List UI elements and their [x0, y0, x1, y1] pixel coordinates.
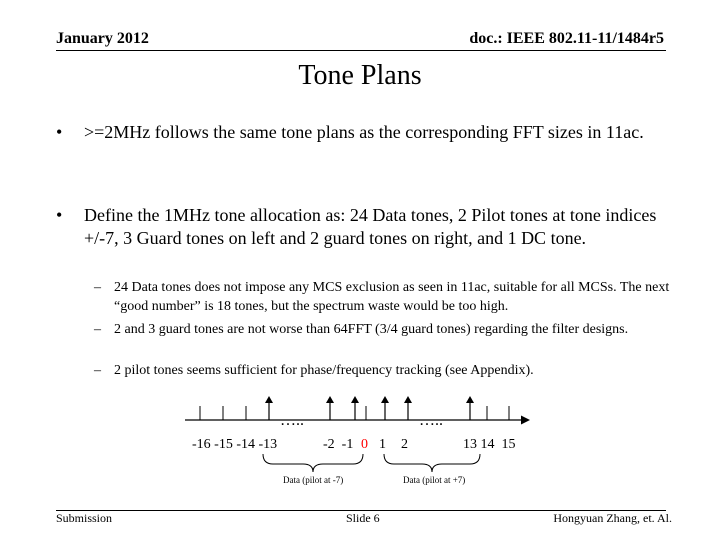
footer-slide-number: Slide 6 [346, 511, 380, 525]
footer-submission: Submission [56, 511, 113, 525]
bullet-mark: • [56, 122, 63, 142]
sub-bullet-text: 2 pilot tones seems sufficient for phase/frequency tracking (see Appendix). [114, 363, 534, 378]
bullet-item [56, 121, 666, 144]
sub-bullet-mark: – [94, 322, 101, 337]
sub-bullet-mark: – [94, 280, 101, 295]
arrowhead [404, 396, 412, 403]
bullet-item [56, 204, 666, 250]
tone-index-labels-left: -16 -15 -14 -13 [192, 437, 278, 452]
tone-index-label: 2 [401, 437, 408, 452]
header-date: January 2012 [56, 30, 149, 47]
sub-bullet-item [94, 320, 694, 339]
sub-bullet-text: 2 and 3 guard tones are not worse than 64FFT (3/4 guard tones) regarding the filter designs. [114, 322, 629, 337]
tone-index-label: 1 [379, 437, 386, 452]
header-doc-id: doc.: IEEE 802.11-11/1484r5 [469, 30, 664, 47]
sub-bullet-item [94, 278, 694, 316]
footer-author: Hongyuan Zhang, et. Al. [553, 511, 672, 525]
tone-index-labels-mid: -2 -1 [323, 437, 354, 452]
pilot-left-label: Data (pilot at -7) [283, 475, 344, 485]
arrowhead [351, 396, 359, 403]
sub-bullet-item [94, 361, 694, 380]
tone-index-labels-right: 13 14 15 [463, 437, 516, 452]
slide-title: Tone Plans [298, 60, 422, 91]
arrowhead [381, 396, 389, 403]
ellipsis-left: ….. [280, 412, 304, 429]
right-data-brace [384, 454, 480, 472]
bullet-mark: • [56, 205, 63, 225]
arrowhead [466, 396, 474, 403]
ellipsis-right: ….. [419, 412, 443, 429]
bullet-text: Define the 1MHz tone allocation as: 24 Data tones, 2 Pilot tones at tone indices +/-7, 3 Guard tones on left and 2 guard tones on right, and 1 DC tone. [84, 205, 657, 248]
arrowhead [326, 396, 334, 403]
left-data-brace [263, 454, 363, 472]
tone-plan-diagram [0, 380, 720, 490]
sub-bullet-mark: – [94, 363, 101, 378]
pilot-right-label: Data (pilot at +7) [403, 475, 466, 485]
sub-bullet-text: 24 Data tones does not impose any MCS exclusion as seen in 11ac, suitable for all MCSs. The next “good number” is 18 tones, but the spectrum waste would be too high. [114, 280, 670, 314]
dc-tone-label: 0 [361, 437, 368, 452]
bullet-text: >=2MHz follows the same tone plans as the corresponding FFT sizes in 11ac. [84, 122, 644, 142]
header-divider [56, 50, 666, 51]
arrowhead [265, 396, 273, 403]
axis-arrowhead [521, 416, 530, 425]
